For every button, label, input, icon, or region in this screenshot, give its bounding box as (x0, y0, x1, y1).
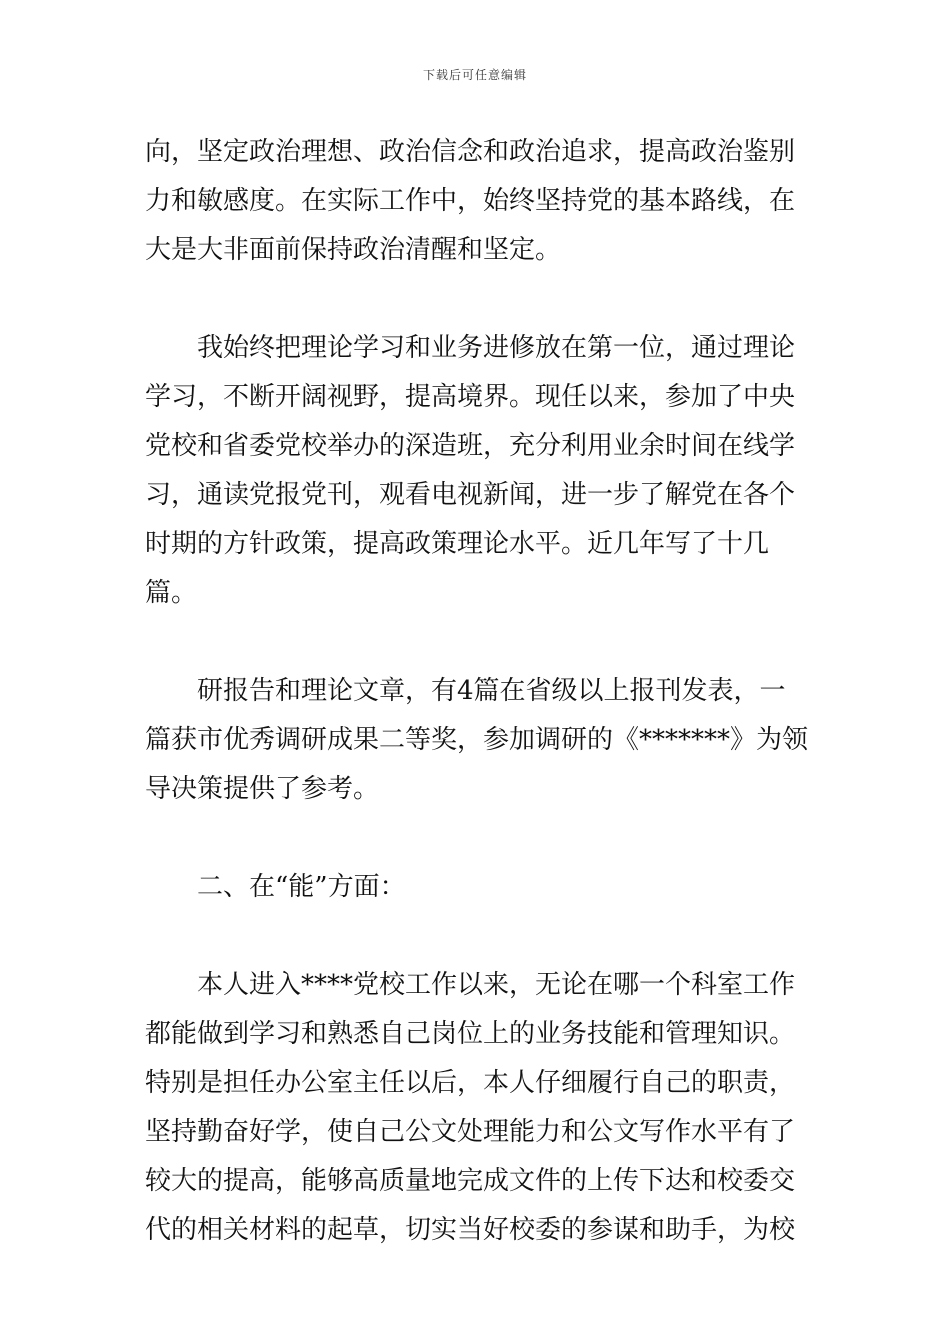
document-body (145, 128, 810, 1255)
header-note: 下载后可任意编辑 (422, 68, 527, 82)
paragraph-work-ability: 本人进入****党校工作以来，无论在哪一个科室工作都能做到学习和熟悉自己岗位上的业务技能和管理知识。特别是担任办公室主任以后，本人仔细履行自己的职责，坚持勤奋好学，使自己公文处理能力和公文写作水平有了较大的提高，能够高质量地完成文件的上传下达和校委交代的相关材料的起草，切实当好校委的参谋和助手，为校 (145, 970, 796, 1245)
paragraph-political-stance: 向，坚定政治理想、政治信念和政治追求，提高政治鉴别力和敏感度。在实际工作中，始终坚持党的基本路线，在大是大非面前保持政治清醒和坚定。 (145, 137, 796, 265)
section-heading-ability: 二、在“能”方面： (145, 872, 406, 902)
paragraph-research-reports: 研报告和理论文章，有4篇在省级以上报刊发表，一篇获市优秀调研成果二等奖，参加调研的《*******》为领导决策提供了参考。 (145, 676, 809, 804)
paragraph-theory-study: 我始终把理论学习和业务进修放在第一位，通过理论学习，不断开阔视野，提高境界。现任以来，参加了中央党校和省委党校举办的深造班，充分利用业余时间在线学习，通读党报党刊，观看电视新闻，进一步了解党在各个时期的方针政策，提高政策理论水平。近几年写了十几篇。 (145, 333, 796, 608)
